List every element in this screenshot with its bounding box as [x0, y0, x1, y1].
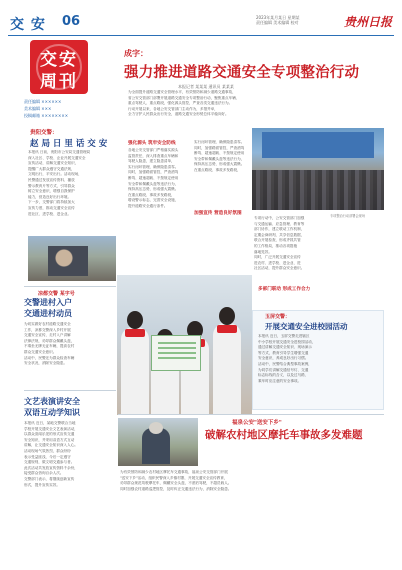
body-line: 活动现场气氛热烈，群众纷纷 — [24, 448, 71, 453]
body-line: 宣传力度，推动交通安全宣传 — [28, 205, 75, 210]
safety-booklet — [151, 335, 201, 371]
left-story2-kicker: 凉都交警 某字号 — [38, 291, 75, 297]
page-header — [8, 10, 394, 36]
editor-info-line: 美术编辑 ××× — [24, 106, 52, 111]
section-name: 交 安 — [10, 17, 46, 33]
body-line: 保持高压态势，形成强大震慑。 — [128, 187, 179, 192]
body-line: 与交通运输、应急管理、教育等 — [254, 221, 305, 226]
body-line: 安全知识，并采用双语方式互动 — [24, 437, 75, 442]
body-line: "送安下乡"活动，组织民警深入乡镇村寨，开展交通安全宣传教育， — [120, 475, 228, 480]
left-story-photo — [28, 236, 116, 281]
title-line: 交通进村动员 — [24, 308, 72, 318]
body-line: 宣传活动，讲解交通安全知识， — [28, 161, 79, 166]
body-line: 各地公安交管部门严格落实源头 — [128, 148, 179, 152]
body-line: 安全带和佩戴头盔等违法行为， — [194, 156, 245, 161]
center-subhead: 强化源头 筑牢安全防线 — [128, 141, 176, 146]
body-line: 此次活动共发放宣传资料千余份， — [24, 465, 78, 470]
body-line: 乘车时应注意的安全事项。 — [258, 378, 302, 383]
body-line: 为切实做好农村道路交通安全 — [24, 322, 71, 326]
lead-intro-line: 重点驾驶人、重点路段，强化源头管控，严查各类交通违法行为。 — [128, 101, 233, 106]
body-line: 同时，加强路面管控，严查酒驾 — [194, 145, 245, 150]
header-meta — [256, 15, 328, 25]
body-line: 树立安全意识，增强自我保护 — [28, 189, 75, 194]
body-line: 安全带和佩戴头盔等违法行为， — [128, 181, 179, 186]
body-line: 工作，凉都交警深入乡村开展 — [24, 327, 71, 332]
body-line: 能力，营造良好出行环境。 — [28, 194, 72, 199]
body-line: 劝导群众规范驾驶摩托车，佩戴安全头盔，不酒后驾驶，不超员载人。 — [120, 481, 232, 486]
body-line: 交警部门表示，将继续创新宣传 — [24, 476, 75, 481]
student-figure — [121, 327, 149, 415]
right-box-title[interactable]: 开展交通安全进校园活动 — [265, 322, 348, 331]
body-line: 本报讯 日前，贵阳市公安局交通管理局 — [28, 150, 91, 154]
body-line: 在重点路段、事故多发路段， — [194, 167, 241, 172]
body-line: 本报讯 近日，玉屏交警走进辖区 — [258, 334, 310, 338]
body-line: 通过讲解交通安全知识、现场演示 — [258, 345, 312, 350]
logo-text-line1: 交安 — [40, 50, 78, 70]
masthead: 贵州日报 — [343, 15, 392, 29]
left-story2-title[interactable] — [24, 297, 72, 319]
stage-backdrop — [262, 132, 374, 158]
center-subhead: 加强宣传 营造良好氛围 — [194, 211, 242, 216]
left-story3-title[interactable] — [24, 396, 80, 418]
lead-intro-line: 为全面提升道路交通安全管理水平，有效预防和减少道路交通事故， — [128, 90, 236, 94]
officer-head — [149, 422, 163, 434]
header-meta-line: 2023年某月某日 星期某 — [256, 15, 300, 20]
body-line: 联合开展检查，形成齐抓共管 — [254, 238, 301, 243]
body-line: 醉驾、超速超载、不按规定使用 — [194, 151, 245, 156]
body-line: 交通安全宣传，走村入户讲解 — [24, 333, 71, 338]
body-line: 下一步，交警部门将持续加大 — [28, 200, 75, 205]
left-story-title[interactable]: 赵 局 日 里 话 交 安 — [30, 139, 108, 149]
students-photo — [117, 275, 252, 415]
body-line: 同时，广泛开展交通安全宣传 — [254, 255, 301, 260]
lead-kicker: 成字： — [124, 48, 148, 58]
divider — [24, 286, 116, 287]
body-line: 形式，提升宣传实效。 — [24, 482, 60, 487]
body-line: 在重点路段、事故多发路段， — [128, 192, 175, 197]
meeting-photo-caption: 专项整治行动部署会现场 — [330, 214, 366, 218]
body-line: 驾驶人隐患，建立隐患清单， — [128, 159, 175, 164]
lead-intro-line: 行动开展以来，各地公安交管部门主动作为，多措并举， — [128, 106, 218, 111]
body-line: 落地见效。 — [254, 249, 272, 254]
divider — [118, 414, 384, 415]
body-line: 民警通过发放宣传资料、播放 — [28, 177, 75, 182]
body-line: 法律法规，劝导群众佩戴头盔， — [24, 338, 75, 343]
officer-figure — [48, 246, 88, 276]
left-story3-body — [24, 421, 116, 488]
body-line: 社区活动，提升群众安全意识。 — [254, 266, 305, 271]
title-line: 双语互动学知识 — [24, 407, 80, 417]
right-body — [254, 216, 384, 272]
body-line: 活动中，民警结合典型事故案例， — [258, 361, 312, 366]
logo-text-line2: 周刊 — [40, 72, 78, 92]
column-logo — [30, 40, 88, 94]
body-line: 以群众喜闻乐见的形式宣传交通 — [24, 432, 75, 437]
body-line: 警示教育片等方式，引导群众 — [28, 183, 75, 188]
body-line: 不乘坐无牌无证车辆，提高农村 — [24, 344, 75, 349]
body-line: 保持高压态势，形成强大震慑。 — [194, 162, 245, 167]
meeting-photo — [252, 128, 384, 210]
body-line: 部门协作，建立联动工作机制， — [254, 227, 305, 232]
lead-headline[interactable]: 强力推进道路交通安全专项整治行动 — [124, 64, 360, 81]
lead-intro-line: 全力守护人民群众出行安全，道路交通安全形势总体平稳向好。 — [128, 112, 229, 117]
divider — [24, 390, 116, 391]
right-box-kicker: 玉屏交警： — [265, 314, 291, 320]
body-line: 定期会商研判，共享信息数据， — [254, 232, 305, 237]
body-line: 标志标线的含义，以及过马路、 — [258, 373, 309, 378]
student-figure — [213, 323, 241, 415]
body-line: 群众交通安全意识。 — [24, 349, 57, 354]
body-line: 同时加强农村道路巡逻管控，及时纠正交通违法行为，消除安全隐患。 — [120, 486, 232, 491]
body-line: 深入社区、学校、企业开展交通安全 — [28, 155, 86, 160]
section-number: 06 — [62, 14, 81, 29]
body-line: 学校开展交通安全文艺表演活动， — [24, 426, 78, 431]
left-story-kicker: 贵阳交警： — [30, 130, 58, 136]
body-line: 接受群众咨询百余人次。 — [24, 471, 64, 476]
lead-intro-line: 省公安交管部门部署开展道路交通安全专项整治行动，聚焦重点车辆、 — [128, 95, 240, 100]
body-line: 为有效预防和减少农村地区摩托车交通事故，福泉公安交管部门开展 — [120, 470, 228, 474]
body-line: 讲解，让交通安全知识深入人心。 — [24, 443, 78, 448]
body-line: 专项行动中，公安交管部门加强 — [254, 216, 305, 220]
body-line: 同时，加强路面管控，严查酒驾 — [128, 170, 179, 175]
right-box-body — [258, 334, 380, 384]
editor-info-line: 责任编辑 ×××××× — [24, 99, 62, 104]
center-body-2 — [194, 140, 250, 174]
body-line: 提醒广大群众遵守交通法规， — [28, 166, 75, 171]
bottom-story-kicker: 福泉公安"送安下乡" — [232, 420, 282, 426]
bottom-story-body — [120, 470, 382, 492]
body-line: 等方式，教育引导学生增强交通 — [258, 350, 309, 355]
body-line: 安全意识，养成良好出行习惯。 — [258, 356, 309, 361]
center-body — [128, 148, 188, 210]
body-line: 活动中，民警还为群众检查车辆 — [24, 355, 75, 360]
body-line: 为同学们讲解交通信号灯、交通 — [258, 367, 309, 372]
body-line: 实行闭环管理，确保隐患清零。 — [128, 164, 179, 169]
body-line: 提升道路安全通行条件。 — [128, 203, 168, 208]
title-line: 文艺表演讲安全 — [24, 396, 80, 406]
body-line: 进社区、进学校、进企业。 — [28, 211, 72, 216]
body-line: 交通规则，做文明交通参与者。 — [24, 460, 75, 465]
body-line: 增设警示标志，完善安全设施， — [128, 198, 179, 203]
bottom-story-photo — [118, 418, 198, 466]
title-line: 交警进村入户 — [24, 297, 72, 307]
audience — [252, 170, 384, 210]
body-line: 安全状况，消除安全隐患。 — [24, 361, 68, 366]
body-line: 醉驾、超速超载、不按规定使用 — [128, 175, 179, 180]
left-story-body — [28, 150, 118, 217]
editor-info-line: 投稿邮箱 ×××××××× — [24, 113, 69, 118]
body-line: 监管责任，深入排查重点车辆和 — [128, 153, 179, 158]
left-story2-body — [24, 322, 116, 367]
body-line: 中小学校开展交通安全进校园活动， — [258, 339, 316, 344]
editor-info — [24, 98, 104, 119]
body-line: 进农村、进学校、进企业、进 — [254, 260, 301, 265]
right-subhead: 多部门联动 形成工作合力 — [258, 287, 311, 292]
body-line: 表示受益匪浅，今后一定遵守 — [24, 454, 71, 459]
body-line: 本报讯 近日，某地交警联合当地 — [24, 421, 76, 425]
body-line: 文明出行，平安出行。活动现场， — [28, 172, 82, 177]
body-line: 的工作格局，推动各项措施 — [254, 243, 298, 248]
lead-byline: 本报记者 某某某 通讯员 某某某 — [178, 84, 234, 89]
bottom-story-title[interactable]: 破解农村地区摩托车事故多发难题 — [205, 429, 363, 441]
lead-intro — [128, 90, 374, 118]
body-line: 实行闭环管理，确保隐患清零。 — [194, 140, 245, 144]
header-meta-line: 责任编辑 美术编辑 校对 — [256, 20, 299, 25]
